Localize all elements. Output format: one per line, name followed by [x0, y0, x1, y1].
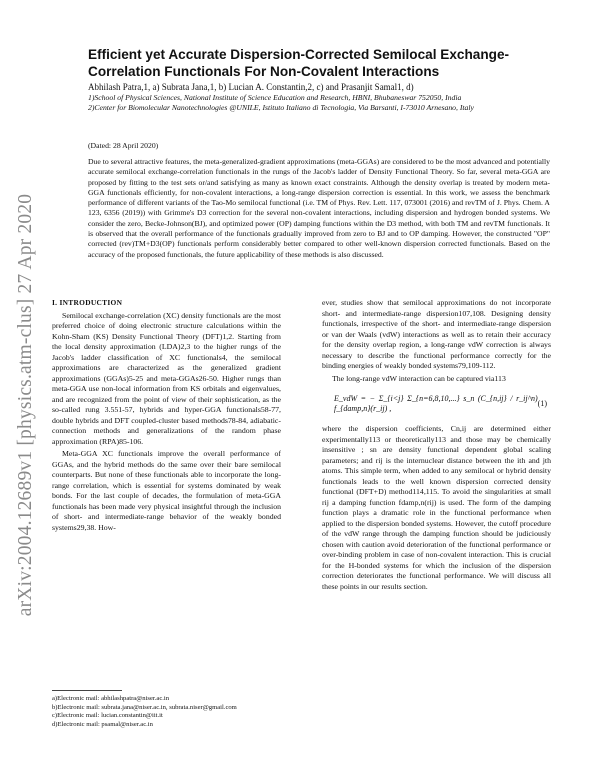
- equation-1: [322, 388, 551, 420]
- right-column: [322, 298, 551, 594]
- footnote-rule: [52, 690, 122, 691]
- author-list: Abhilash Patra,1, a) Subrata Jana,1, b) Lucian A. Constantin,2, c) and Prasanjit Samal1, d): [88, 82, 414, 92]
- footnote-d: d)Electronic mail: psamal@niser.ac.in: [52, 720, 153, 728]
- affiliation-2: 2)Center for Biomolecular Nanotechnologies @UNILE, Istituto Italiano di Tecnologia, Via Barsanti, I-73010 Arnesano, Italy: [88, 103, 474, 113]
- right-paragraph-1: ever, studies show that semilocal approximations do not incorporate short- and intermediate-range dispersion107,108. Designing density functionals, irrespective of the short- and intermediate-range dispersion or van der Waals (vdW) interactions as well as to retain their accuracy for the density overlap region, a long-range vdW correction is always necessary to describe the functional performance correctly for the binding energies of weakly bonded systems79,109-112.: [322, 298, 551, 370]
- intro-paragraph-2: Meta-GGA XC functionals improve the overall performance of GGAs, and the hybrid methods do the same over their bare semilocal counterparts. But none of these functionals able to incorporate the long-range correlation, which is essential for systems dominated by weak bonds. For the last couple of decades, the formulation of meta-GGA functionals has been made very physical insightful through the inclusion of short- and intermediate-range behavior of the weakly bonded systems29,38. How-: [52, 449, 281, 532]
- right-paragraph-3: where the dispersion coefficients, Cn,ij are determined either experimentally113 or theoretically113 and those may be chemically insensitive ; sn are density functional dependent global scaling parameters; and rij is the internuclear distance between the ith and jth atoms. This simple term, when added to any semilocal or hybrid density functionals leads to the well known dispersion corrected density functional (DFT+D) method114,115. To avoid the singularities at small rij a damping function fdamp,n(rij) is used. The form of the damping function plays a dramatic role in the functional performance when applied to the dispersion bonded systems. However, the cutoff procedure of the vdW range through the damping function should be judiciously chosen with caution avoid deterioration of the functional performance or over-binding problem in case of non-covalent interaction. This is crucial for the H-bonded systems for which the inclusion of the dispersion correction deteriorates the functional performance. We will discuss all these points in our results section.: [322, 424, 551, 591]
- abstract: Due to several attractive features, the meta-generalized-gradient approximations (meta-GGAs) are considered to be the most advanced and potentially accurate semilocal exchange-correlation functionals in the rungs of the Jacob's ladder of Density Functional Theory. So far, several meta-GGA are proposed by fitting to the test sets or/and satisfying as many as known exact constraints. Although the density overlap is treated by modern meta-GGA functionals efficiently, for non-covalent interactions, a long-range dispersion correction is essential. In this work, we assess the benchmark performance of different variants of the Tao-Mo semilocal functional (i.e. TM of Phys. Rev. Lett. 117, 073001 (2016) and revTM of J. Phys. Chem. A 123, 6356 (2019)) with Grimme's D3 correction for the several non-covalent interactions, including dispersion and hydrogen bonded systems. We consider the zero, Becke-Johnson(BJ), and optimized power (OP) damping functions within the D3 method, with both TM and revTM functionals. It is observed that the overall performance of the functionals gradually improved from zero to BJ and to OP damping. However, the constructed "OP" corrected (rev)TM+D3(OP) functionals perform considerably better compared to other well-known dispersion corrected functionals. Based on the accuracy of the proposed functionals, the future applicability of these methods is also discussed.: [88, 157, 550, 259]
- paper-title: Efficient yet Accurate Dispersion-Corrected Semilocal Exchange-Correlation Functionals For Non-Covalent Interactions: [88, 47, 510, 79]
- footnote-a: a)Electronic mail: abhilashpatra@niser.ac.in: [52, 695, 170, 702]
- date-line: (Dated: 28 April 2020): [88, 141, 159, 150]
- arxiv-sidebar-stamp: [10, 190, 42, 620]
- footnote-c: c)Electronic mail: lucian.constantin@iit.it: [52, 712, 163, 720]
- left-column: [52, 298, 281, 535]
- footnotes: [52, 695, 281, 729]
- footnote-b: b)Electronic mail: subrata.jana@niser.ac.in, subrata.niser@gmail.com: [52, 703, 237, 711]
- equation-number: (1): [537, 398, 547, 408]
- arxiv-identifier: arXiv:2004.12689v1 [physics.atm-clus] 27 Apr 2020: [15, 193, 36, 617]
- intro-paragraph-1: Semilocal exchange-correlation (XC) density functionals are the most preferred choice of doing electronic structure calculations within the Kohn-Sham (KS) Density Functional Theory (DFT)1,2. Starting from the local density approximation (LDA)2,3 to the higher rungs of the Jacob's ladder classification of XC functionals4, the semilocal approximations are characterized as the generalized gradient approximations (GGAs)5-25 and meta-GGAs26-50. Higher rungs than meta-GGA use non-local information from KS orbitals and eigenvalues, and are recognized from the point of view of their sophistication, as the so-called rung 3.551-57, hybrids and hyper-GGA functionals58-77, double hybrids and DFT coupled-cluster based methods78-84, adiabatic-connection methods and generalizations of the random phase approximation (RPA)85-106.: [52, 310, 281, 446]
- affiliation-1: 1)School of Physical Sciences, National Institute of Science Education and Research, HBNI, Bhubaneswar 752050, India: [88, 93, 462, 102]
- equation-body: E_vdW = − Σ_{i<j} Σ_{n=6,8,10,...} s_n (C_{n,ij} / r_ij^n) f_{damp,n}(r_ij) ,: [334, 393, 538, 413]
- affiliations: [88, 93, 558, 114]
- section-heading-introduction: I. INTRODUCTION: [52, 298, 123, 307]
- right-paragraph-2: The long-range vdW interaction can be captured via113: [332, 373, 506, 383]
